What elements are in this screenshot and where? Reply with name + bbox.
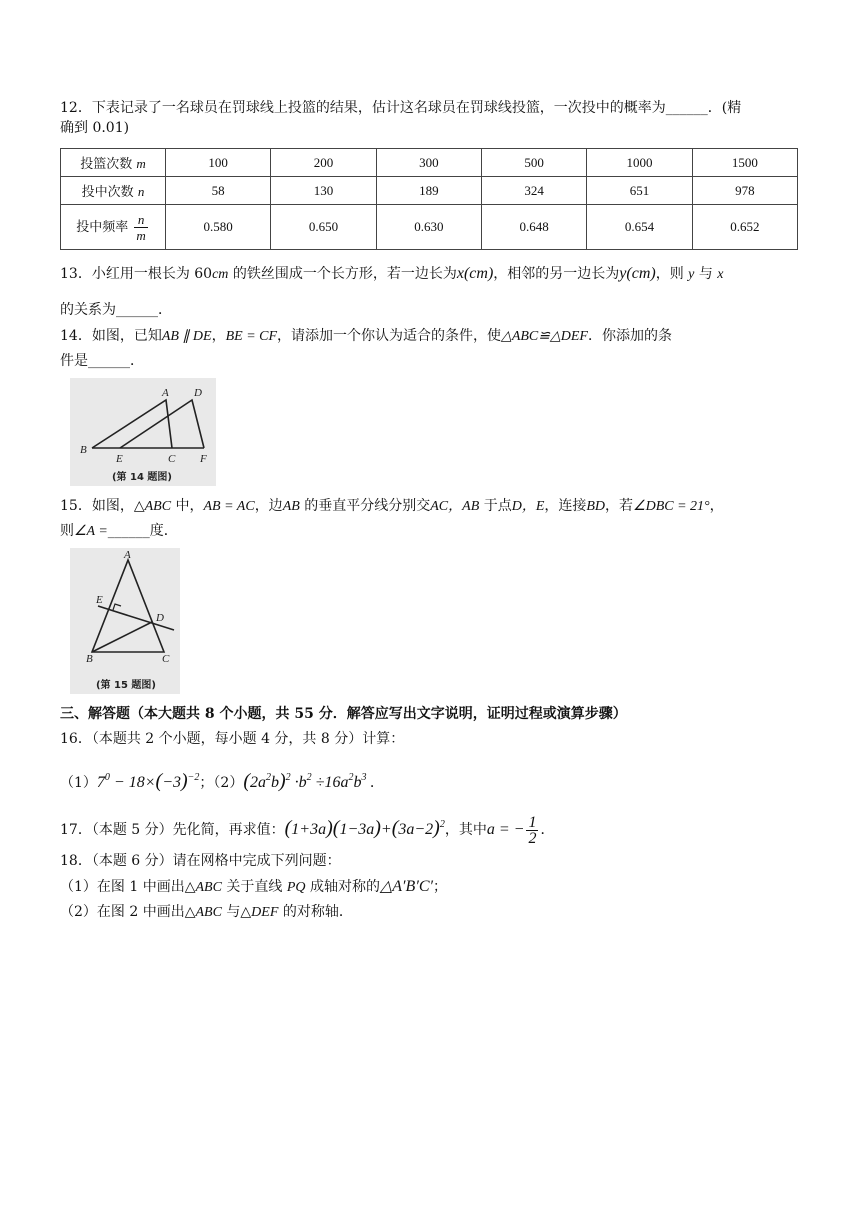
figure-14-caption: (第 14 题图) <box>111 472 173 483</box>
row-label-hits: 投中次数 n <box>61 177 166 205</box>
q15-line1: 15．如图，△ABC 中，AB = AC，边AB 的垂直平分线分别交AC，AB 于点D，E，连接BD，若∠DBC = 21°， <box>60 498 724 514</box>
q17-expression: $(1+3a)(1-3a)+(3a-2)^2$ <box>284 817 445 839</box>
label-d: D <box>194 387 202 399</box>
segment-bd <box>92 622 152 652</box>
q18-part2: （2）在图 2 中画出△ABC 与△DEF 的对称轴． <box>60 904 353 920</box>
triangle-def <box>120 400 204 448</box>
q12-line2: 确到 0.01) <box>60 120 130 136</box>
label-a: A <box>124 549 131 561</box>
table-cell: 0.652 <box>692 205 797 250</box>
label-e: E <box>116 453 123 465</box>
table-cell: 651 <box>587 177 692 205</box>
y-expression: y(cm) <box>619 265 656 282</box>
label-b: B <box>80 444 87 456</box>
row-label-attempts: 投篮次数 m <box>61 149 166 177</box>
frequency-fraction: $\frac{n}{m}$ <box>136 211 146 243</box>
table-cell: 200 <box>271 149 376 177</box>
label-e: E <box>96 594 103 606</box>
isosceles-triangle-diagram <box>70 548 180 694</box>
table-cell: 300 <box>376 149 481 177</box>
row-label-frequency: 投中频率 $\frac{n}{m}$ <box>61 205 166 250</box>
q13-line2: 的关系为______． <box>60 302 172 318</box>
label-d: D <box>156 612 164 624</box>
x-expression: x(cm) <box>456 265 494 282</box>
q17-fraction: $\frac{1}{2}$ <box>528 813 537 847</box>
figure-14 <box>70 378 216 486</box>
q14-line1: 14．如图，已知AB ∥ DE，BE = CF，请添加一个你认为适合的条件，使△ABC≌△DEF．你添加的条 <box>60 328 672 344</box>
label-a: A <box>162 387 169 399</box>
table-cell: 0.630 <box>376 205 481 250</box>
table-cell: 130 <box>271 177 376 205</box>
table-cell: 0.654 <box>587 205 692 250</box>
table-cell: 0.580 <box>166 205 271 250</box>
figure-15 <box>70 548 180 694</box>
table-cell: 0.650 <box>271 205 376 250</box>
table-cell: 58 <box>166 177 271 205</box>
q12-text <box>60 98 800 138</box>
q16-stem: 16．（本题共 2 个小题，每小题 4 分，共 8 分）计算： <box>60 731 405 747</box>
label-c: C <box>162 653 170 665</box>
q13-line1: 13．小红用一根长为 60cm 的铁丝围成一个长方形，若一边长为x(cm)，相邻的另一边长为y(cm)，则 y 与 x <box>60 265 724 282</box>
table-cell: 1500 <box>692 149 797 177</box>
table-cell: 1000 <box>587 149 692 177</box>
triangles-diagram <box>70 378 216 486</box>
figure-15-caption: (第 15 题图) <box>95 680 157 691</box>
q16-expr1: $7^0 - 18\times(-3)^{-2}$ <box>96 770 200 792</box>
free-throw-table <box>60 148 798 250</box>
table-cell: 978 <box>692 177 797 205</box>
table-cell: 0.648 <box>481 205 586 250</box>
label-b: B <box>86 653 93 665</box>
section-3-heading: 三、解答题（本大题共 8 个小题，共 55 分．解答应写出文字说明，证明过程或演算步骤） <box>60 706 627 722</box>
table-row <box>61 205 798 250</box>
table-cell: 500 <box>481 149 586 177</box>
right-angle-mark <box>113 604 121 610</box>
q18-part1: （1）在图 1 中画出△ABC 关于直线 PQ 成轴对称的△A′B′C′； <box>60 878 447 895</box>
q15-line2: 则∠A =______度． <box>60 523 178 539</box>
q14-line2: 件是______． <box>60 353 144 369</box>
table-row <box>61 149 798 177</box>
q18-stem: 18．（本题 6 分）请在网格中完成下列问题： <box>60 853 341 869</box>
table-row <box>61 177 798 205</box>
table-cell: 324 <box>481 177 586 205</box>
table-cell: 189 <box>376 177 481 205</box>
triangle-abc <box>92 560 164 652</box>
q16-expressions: $(1)7^0 - 18\times(-3)^{-2}$；$(2)(2a^2b)^2 \cdot b^2 \div 16a^2b^3$ . <box>60 770 375 792</box>
label-f: F <box>200 453 207 465</box>
table-cell: 100 <box>166 149 271 177</box>
q17-line: 17．（本题 5 分）先化简，再求值：$(1+3a)(1-3a)+(3a-2)^2$，其中a = − $\frac{1}{2}$ ． <box>60 813 555 847</box>
label-c: C <box>168 453 176 465</box>
q16-expr2: $(2a^2b)^2 \cdot b^2 \div 16a^2b^3$ . <box>243 770 375 792</box>
q12-line1: 12．下表记录了一名球员在罚球线上投篮的结果，估计这名球员在罚球线投篮，一次投中的概率为______．(精 <box>60 100 742 116</box>
